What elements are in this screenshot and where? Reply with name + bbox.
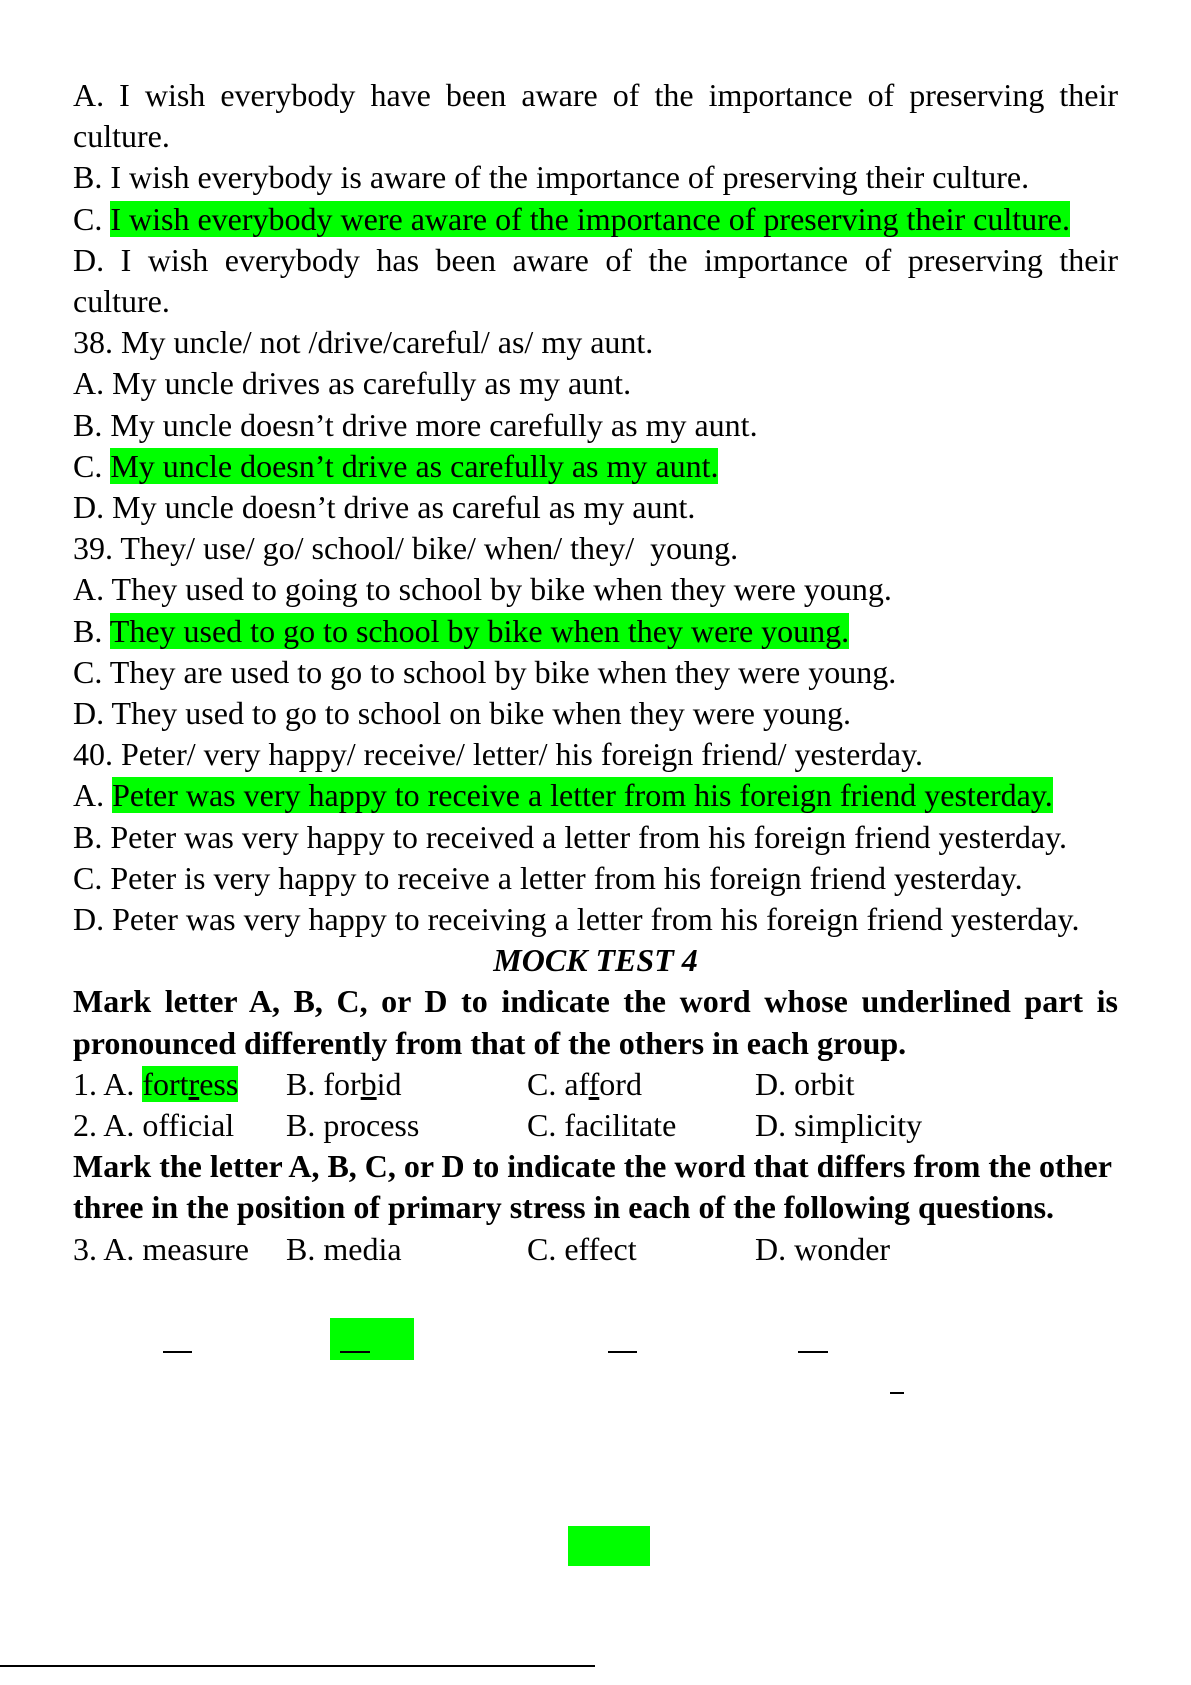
question-3-row (73, 1229, 1118, 1270)
question-39 (73, 528, 1118, 734)
q40-option-c[interactable]: C. Peter is very happy to receive a letter from his foreign friend yesterday. (73, 859, 1023, 896)
page-content (73, 75, 1118, 1270)
q39-option-c[interactable]: C. They are used to go to school by bike when they were young. (73, 653, 897, 690)
q2-option-d[interactable]: D. simplicity (755, 1107, 923, 1144)
footer-rule (0, 1665, 595, 1667)
mock-test-title: MOCK TEST 4 (493, 942, 698, 979)
q40-prompt: 40. Peter/ very happy/ receive/ letter/ his foreign friend/ yesterday. (73, 736, 924, 773)
underline-mark (798, 1351, 828, 1353)
q38-option-c[interactable]: C. My uncle doesn’t drive as carefully as my aunt. (73, 447, 719, 484)
q39-option-a[interactable]: A. They used to going to school by bike when they were young. (73, 571, 892, 608)
q1-option-d[interactable]: D. orbit (755, 1065, 855, 1102)
q3-option-b[interactable]: B. media (286, 1230, 402, 1267)
q40-option-d[interactable]: D. Peter was very happy to receiving a letter from his foreign friend yesterday. (73, 901, 1080, 938)
question-40 (73, 734, 1118, 940)
q40-option-a[interactable]: A. Peter was very happy to receive a letter from his foreign friend yesterday. (73, 777, 1053, 814)
q37-option-d[interactable]: D. I wish everybody has been aware of the importance of preserving their culture. (73, 241, 1119, 320)
underline-mark (163, 1351, 192, 1353)
stray-highlight-block (568, 1526, 650, 1566)
q1-option-a[interactable]: 1. A. fortress (73, 1065, 239, 1102)
pronunciation-instruction: Mark letter A, B, C, or D to indicate the word whose underlined part is pronounced differently from that of the others in each group. (73, 983, 1118, 1061)
q2-option-b[interactable]: B. process (286, 1107, 420, 1144)
correct-answer-highlight: My uncle doesn’t drive as carefully as my aunt. (110, 447, 719, 484)
q39-option-b[interactable]: B. They used to go to school by bike when they were young. (73, 612, 850, 649)
q3-option-a[interactable]: 3. A. measure (73, 1230, 249, 1267)
q1-option-c[interactable]: C. afford (527, 1065, 642, 1102)
q1-option-b[interactable]: B. forbid (286, 1065, 402, 1102)
q39-option-d[interactable]: D. They used to go to school on bike when they were young. (73, 695, 851, 732)
q38-prompt: 38. My uncle/ not /drive/careful/ as/ my aunt. (73, 324, 654, 361)
q37-option-b[interactable]: B. I wish everybody is aware of the importance of preserving their culture. (73, 159, 1030, 196)
q38-option-b[interactable]: B. My uncle doesn’t drive more carefully as my aunt. (73, 406, 758, 443)
q37-option-c[interactable]: C. I wish everybody were aware of the importance of preserving their culture. (73, 200, 1070, 237)
underline-mark (890, 1392, 904, 1394)
stray-highlight-block (330, 1318, 414, 1360)
stress-instruction: Mark the letter A, B, C, or D to indicate the word that differs from the other three in the position of primary stress in each of the following questions. (73, 1148, 1112, 1226)
question-38 (73, 322, 1118, 528)
q37-options (73, 75, 1118, 322)
correct-answer-highlight: Peter was very happy to receive a letter from his foreign friend yesterday. (112, 777, 1053, 814)
correct-answer-highlight: They used to go to school by bike when they were young. (109, 612, 850, 649)
q39-prompt: 39. They/ use/ go/ school/ bike/ when/ they/ young. (73, 530, 739, 567)
q2-option-a[interactable]: 2. A. official (73, 1107, 235, 1144)
underline-mark (340, 1351, 370, 1353)
q3-option-c[interactable]: C. effect (527, 1230, 637, 1267)
q38-option-d[interactable]: D. My uncle doesn’t drive as careful as my aunt. (73, 489, 696, 526)
underline-mark (608, 1351, 637, 1353)
question-2-row (73, 1105, 1118, 1146)
correct-answer-highlight: fortress (142, 1065, 239, 1102)
correct-answer-highlight: I wish everybody were aware of the importance of preserving their culture. (110, 200, 1070, 237)
q2-option-c[interactable]: C. facilitate (527, 1107, 677, 1144)
question-1-row (73, 1064, 1118, 1105)
q38-option-a[interactable]: A. My uncle drives as carefully as my aunt. (73, 365, 632, 402)
q40-option-b[interactable]: B. Peter was very happy to received a letter from his foreign friend yesterday. (73, 818, 1067, 855)
q37-option-a[interactable]: A. I wish everybody have been aware of the importance of preserving their culture. (73, 77, 1119, 155)
q3-option-d[interactable]: D. wonder (755, 1230, 891, 1267)
